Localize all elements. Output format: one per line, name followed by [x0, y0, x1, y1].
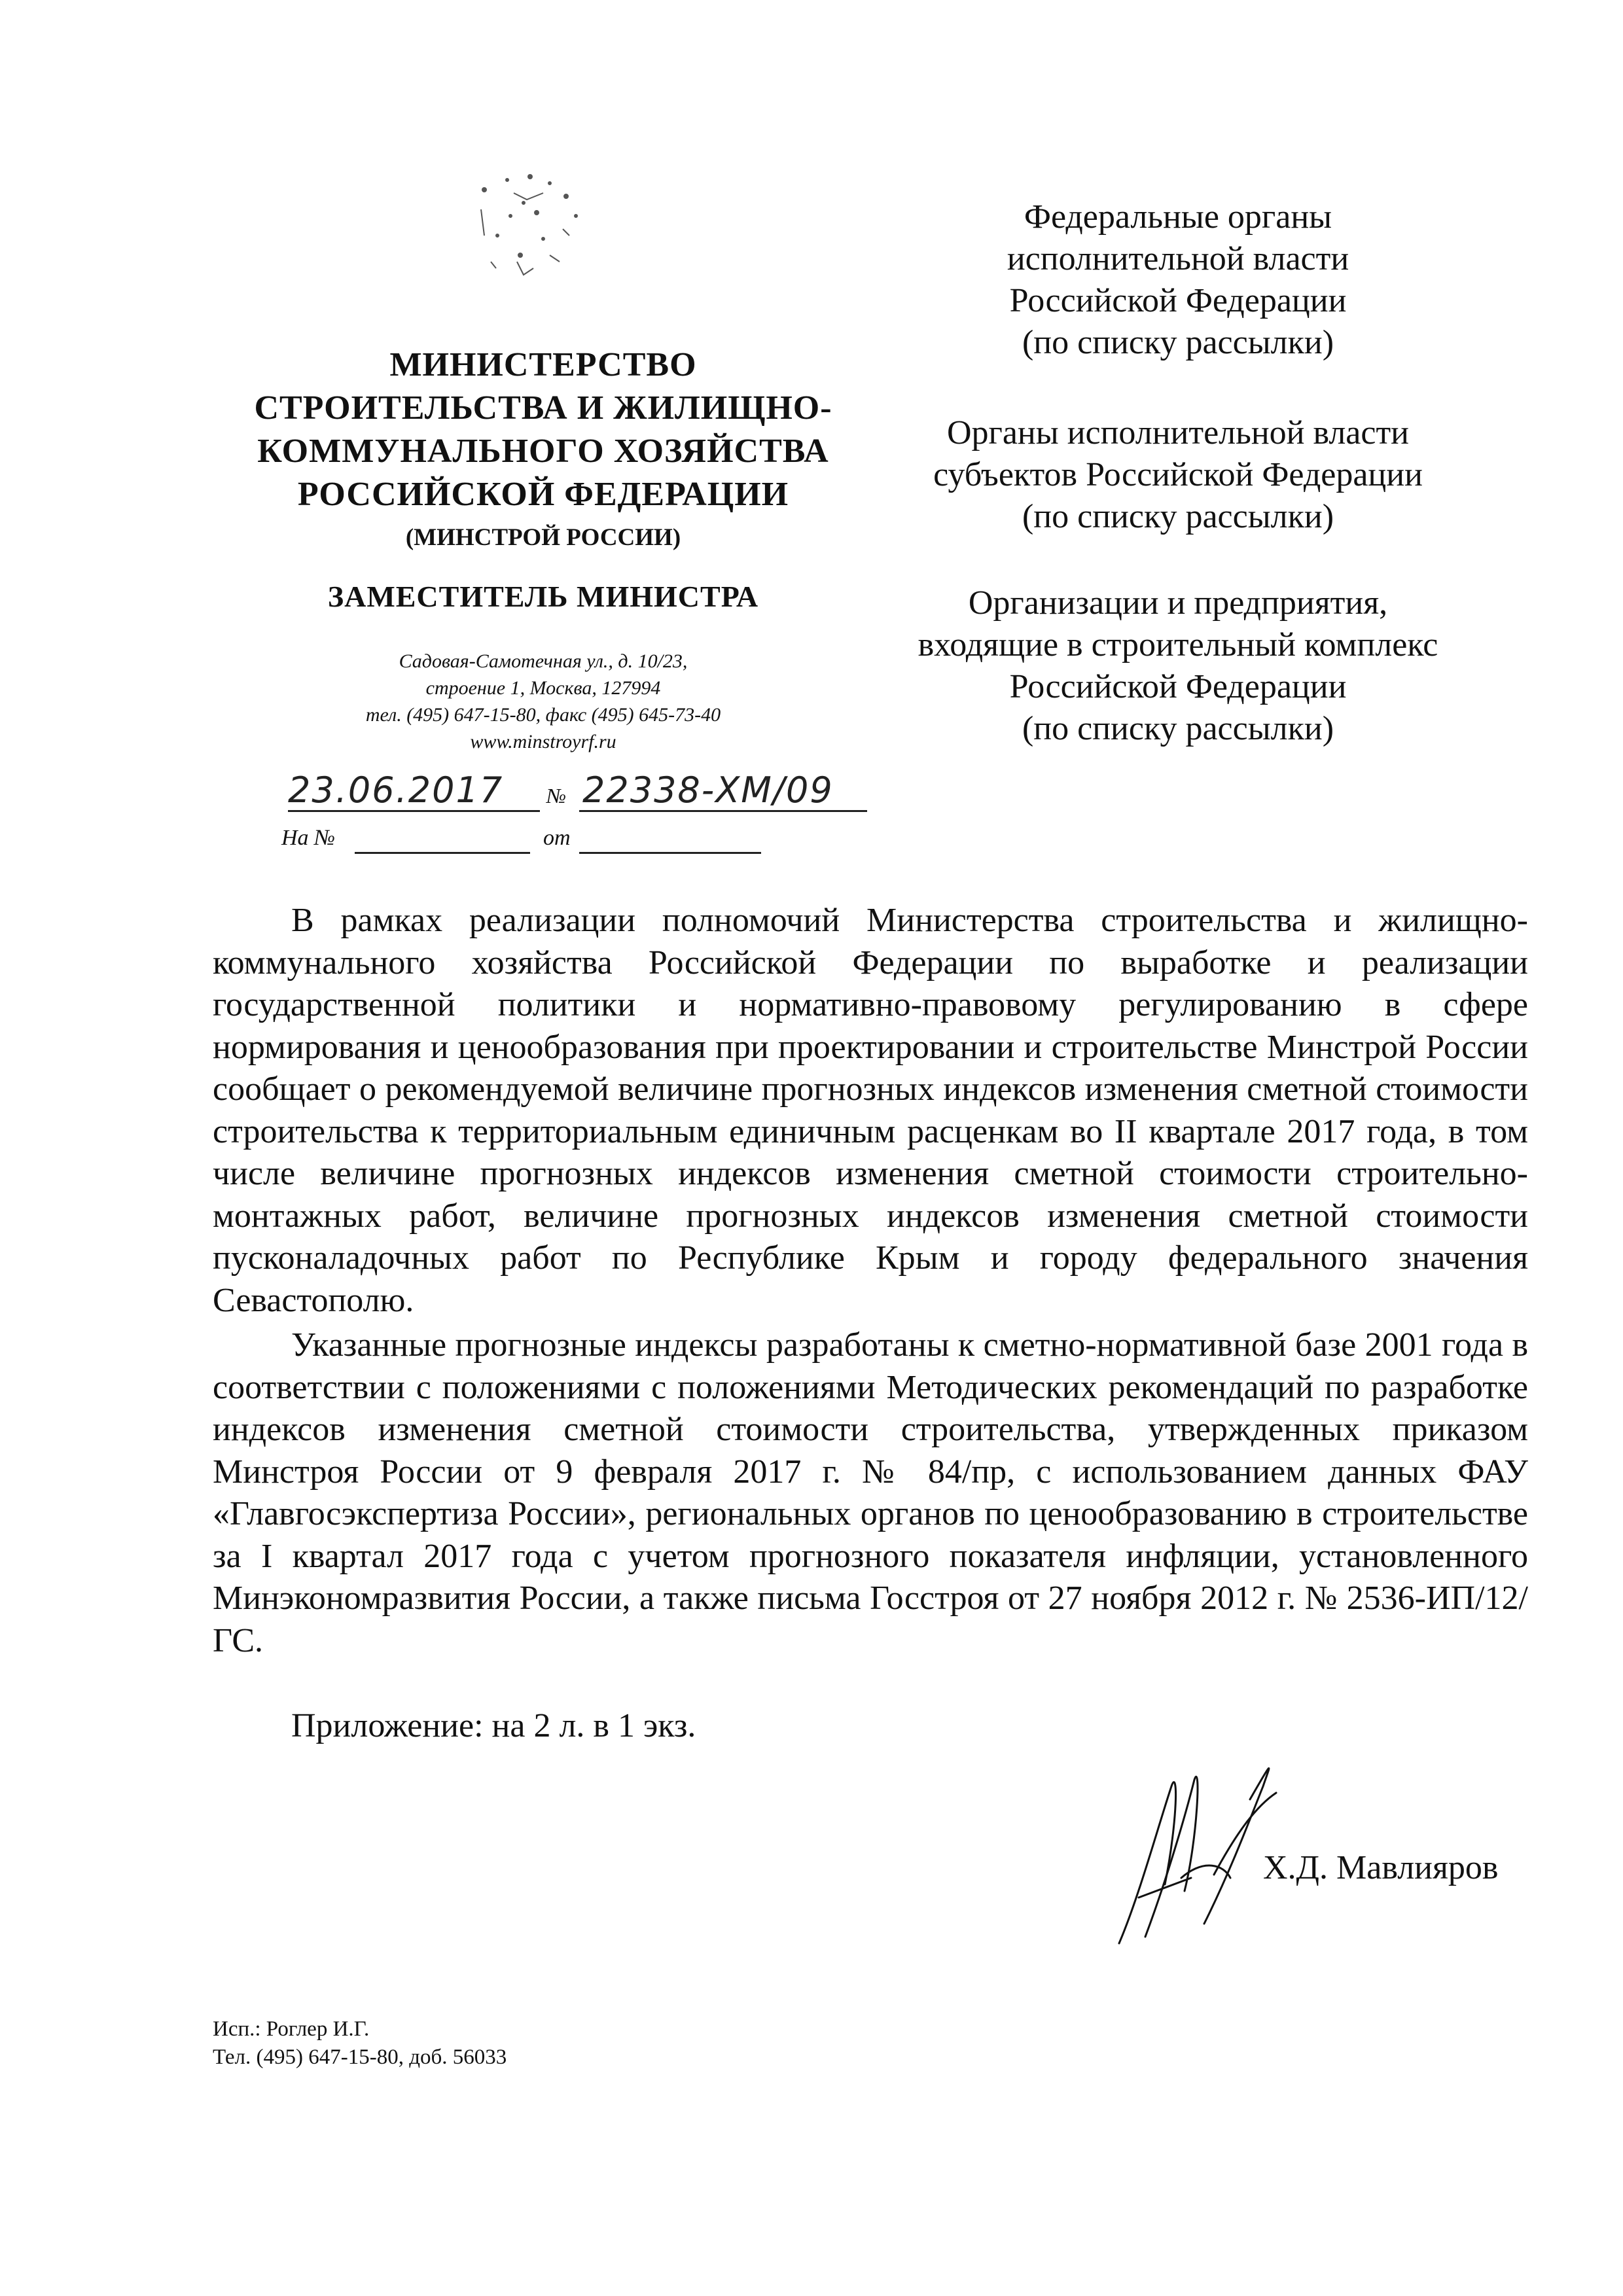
attachment-note: Приложение: на 2 л. в 1 экз.: [291, 1707, 696, 1744]
addressee-line: Организации и предприятия,: [968, 584, 1388, 622]
date-underline: [288, 810, 540, 812]
ministry-line: КОММУНАЛЬНОГО ХОЗЯЙСТВА: [257, 433, 829, 470]
ministry-line: МИНИСТЕРСТВО: [389, 346, 697, 383]
address-line: строение 1, Москва, 127994: [425, 677, 661, 699]
executor-phone: Тел. (495) 647-15-80, доб. 56033: [213, 2045, 507, 2069]
ministry-line: РОССИЙСКОЙ ФЕДЕРАЦИИ: [297, 476, 789, 513]
addressee-line: (по списку рассылки): [1022, 498, 1334, 535]
ministry-address: [216, 648, 870, 755]
sender-position: ЗАМЕСТИТЕЛЬ МИНИСТРА: [327, 580, 759, 613]
addressee-line: (по списку рассылки): [1022, 710, 1334, 747]
reference-number-blank: [355, 852, 530, 854]
address-line: Садовая-Самотечная ул., д. 10/23,: [399, 650, 688, 672]
registration-number-label: №: [546, 784, 567, 807]
addressee-line: входящие в строительный комплекс: [918, 626, 1438, 663]
registration-line: [288, 769, 877, 818]
addressee-line: Федеральные органы: [1024, 198, 1332, 236]
reference-date-blank: [579, 852, 761, 854]
addressee-regional: [851, 412, 1505, 538]
handwritten-signature: [1080, 1727, 1342, 1963]
ministry-short-name: (МИНСТРОЙ РОССИИ): [405, 524, 681, 551]
addressee-federal: [851, 196, 1505, 364]
addressee-line: (по списку рассылки): [1022, 324, 1334, 361]
signatory-name: Х.Д. Мавлияров: [1263, 1849, 1499, 1886]
addressee-line: Российской Федерации: [1009, 668, 1347, 705]
addressee-line: исполнительной власти: [1007, 240, 1349, 277]
letter-body: [213, 900, 1528, 1748]
address-line: тел. (495) 647-15-80, факс (495) 645-73-40: [365, 704, 721, 726]
addressee-line: Органы исполнительной власти: [946, 414, 1410, 451]
addressee-line: субъектов Российской Федерации: [933, 456, 1423, 493]
body-paragraph: Указанные прогнозные индексы разработаны к сметно-нормативной базе 2001 года в соответствии с положениями с положениями Методических рекомендаций по разработке индексов изменения сметной стоимости строительства, утвержденных приказом Минстроя России от 9 февраля 2017 г. № 84/пр, с использованием данных ФАУ «Главгосэкспертиза России», региональных органов по ценообразованию в строительстве за I квартал 2017 года с учетом прогнозного показателя инфляции, установленного Минэкономразвития России, а также письма Госстроя от 27 ноября 2012 г. № 2536-ИП/12/ГС.: [213, 1326, 1528, 1659]
registration-date: 23.06.2017: [288, 769, 504, 811]
ministry-name: [216, 344, 870, 516]
executor-info: [213, 2015, 507, 2072]
registration-number: 22338-ХМ/09: [582, 769, 834, 811]
addressee-organizations: [851, 582, 1505, 750]
addressee-line: Российской Федерации: [1009, 282, 1347, 319]
reference-label: На №: [281, 826, 336, 850]
address-line: www.minstroyrf.ru: [470, 731, 616, 752]
reference-from-label: от: [543, 826, 571, 850]
state-emblem-icon: [445, 164, 615, 301]
ministry-line: СТРОИТЕЛЬСТВА И ЖИЛИЩНО-: [254, 389, 832, 427]
executor-name: Исп.: Роглер И.Г.: [213, 2017, 370, 2041]
reference-line: [281, 826, 870, 858]
number-underline: [579, 810, 867, 812]
body-paragraph: В рамках реализации полномочий Министерства строительства и жилищно-коммунального хозяйства Российской Федерации по выработке и реализации государственной политики и нормативно-правовому регулированию в сфере нормирования и ценообразования при проектировании и строительстве Минстрой России сообщает о рекомендуемой величине прогнозных индексов изменения сметной стоимости строительства к территориальным единичным расценкам во II квартале 2017 года, в том числе величине прогнозных индексов изменения сметной стоимости строительно-монтажных работ, величине прогнозных индексов изменения сметной стоимости пусконаладочных работ по Республике Крым и городу федерального значения Севастополю.: [213, 902, 1528, 1319]
